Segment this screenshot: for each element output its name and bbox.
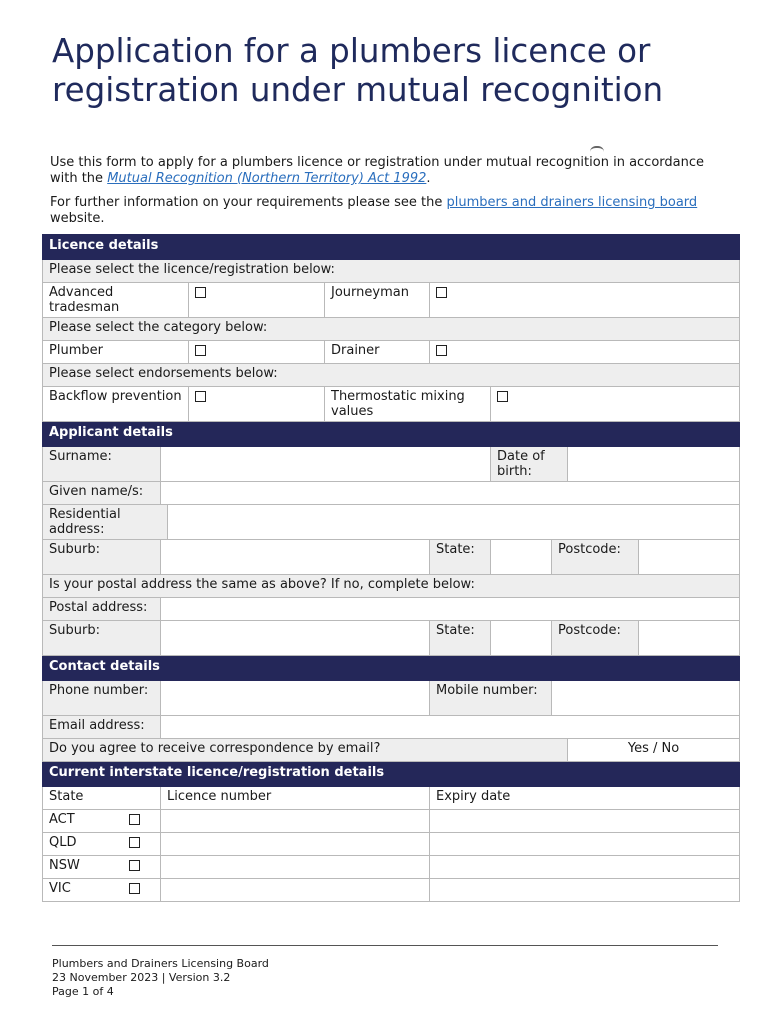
postal-state-field[interactable]	[491, 621, 552, 656]
drainer-checkbox[interactable]	[436, 345, 447, 356]
act-licence-number-field[interactable]	[161, 810, 430, 833]
postal-address-field[interactable]	[161, 598, 740, 621]
email-label: Email address:	[43, 716, 161, 739]
endorsement-instruction: Please select endorsements below:	[43, 364, 740, 387]
section-header-applicant: Applicant details	[43, 422, 740, 447]
advanced-tradesman-cell	[189, 283, 325, 318]
postal-question: Is your postal address the same as above? If no, complete below:	[43, 575, 740, 598]
footer-date-version: 23 November 2023 | Version 3.2	[52, 971, 231, 984]
postcode-field[interactable]	[639, 540, 740, 575]
licence-instruction: Please select the licence/registration below:	[43, 260, 740, 283]
section-header-licence: Licence details	[43, 235, 740, 260]
given-names-label: Given name/s:	[43, 482, 161, 505]
phone-field[interactable]	[161, 681, 430, 716]
thermostatic-checkbox[interactable]	[497, 391, 508, 402]
state-cell-vic	[43, 879, 161, 902]
plumber-checkbox[interactable]	[195, 345, 206, 356]
intro-text-end: .	[426, 171, 431, 186]
section-header-contact: Contact details	[43, 656, 740, 681]
footer	[52, 957, 269, 999]
drainer-cell	[430, 341, 740, 364]
journeyman-cell	[430, 283, 740, 318]
footer-org: Plumbers and Drainers Licensing Board	[52, 957, 269, 970]
advanced-tradesman-checkbox[interactable]	[195, 287, 206, 298]
suburb-label: Suburb:	[43, 540, 161, 575]
section-header-interstate: Current interstate licence/registration details	[43, 762, 740, 787]
vic-expiry-date-field[interactable]	[430, 879, 740, 902]
dob-field[interactable]	[568, 447, 740, 482]
thermostatic-cell	[491, 387, 740, 422]
col-header-licence-number: Licence number	[161, 787, 430, 810]
residential-address-field[interactable]	[168, 505, 740, 540]
page-title: Application for a plumbers licence or registration under mutual recognition	[52, 32, 664, 109]
board-website-link[interactable]: plumbers and drainers licensing board	[446, 195, 698, 210]
mobile-label: Mobile number:	[430, 681, 552, 716]
email-consent-question: Do you agree to receive correspondence by email?	[43, 739, 568, 762]
postal-state-label: State:	[430, 621, 491, 656]
postal-suburb-field[interactable]	[161, 621, 430, 656]
qld-licence-number-field[interactable]	[161, 833, 430, 856]
footer-divider	[52, 945, 718, 946]
nsw-licence-number-field[interactable]	[161, 856, 430, 879]
table-row	[43, 856, 740, 879]
footer-page-number: Page 1 of 4	[52, 985, 114, 998]
act-link[interactable]: Mutual Recognition (Northern Territory) Act 1992	[107, 171, 427, 186]
option-label-backflow: Backflow prevention	[43, 387, 189, 422]
state-name: NSW	[49, 858, 80, 873]
option-label-drainer: Drainer	[325, 341, 430, 364]
info-text-end: website.	[50, 211, 105, 226]
postal-address-label: Postal address:	[43, 598, 161, 621]
state-field[interactable]	[491, 540, 552, 575]
journeyman-checkbox[interactable]	[436, 287, 447, 298]
col-header-expiry-date: Expiry date	[430, 787, 740, 810]
given-names-field[interactable]	[161, 482, 740, 505]
residential-address-label: Residential address:	[43, 505, 168, 540]
decorative-mark	[590, 146, 604, 152]
state-name: VIC	[49, 881, 71, 896]
option-label-advanced-tradesman: Advanced tradesman	[43, 283, 189, 318]
qld-expiry-date-field[interactable]	[430, 833, 740, 856]
nsw-checkbox[interactable]	[129, 860, 140, 871]
act-checkbox[interactable]	[129, 814, 140, 825]
option-label-plumber: Plumber	[43, 341, 189, 364]
info-paragraph	[50, 195, 730, 227]
plumber-cell	[189, 341, 325, 364]
table-row	[43, 879, 740, 902]
postal-postcode-field[interactable]	[639, 621, 740, 656]
suburb-field[interactable]	[161, 540, 430, 575]
nsw-expiry-date-field[interactable]	[430, 856, 740, 879]
postcode-label: Postcode:	[552, 540, 639, 575]
postal-suburb-label: Suburb:	[43, 621, 161, 656]
qld-checkbox[interactable]	[129, 837, 140, 848]
surname-field[interactable]	[161, 447, 491, 482]
intro-paragraph	[50, 155, 730, 187]
category-instruction: Please select the category below:	[43, 318, 740, 341]
backflow-checkbox[interactable]	[195, 391, 206, 402]
info-text: For further information on your requirements please see the	[50, 195, 447, 210]
backflow-cell	[189, 387, 325, 422]
state-name: QLD	[49, 835, 77, 850]
postal-postcode-label: Postcode:	[552, 621, 639, 656]
surname-label: Surname:	[43, 447, 161, 482]
option-label-thermostatic: Thermostatic mixing values	[325, 387, 491, 422]
state-cell-qld	[43, 833, 161, 856]
intro-text: Use this form to apply for a plumbers licence or registration under mutual recognition in accordance with the	[50, 155, 704, 186]
state-cell-nsw	[43, 856, 161, 879]
email-consent-yes-no[interactable]: Yes / No	[568, 739, 740, 762]
dob-label: Date of birth:	[491, 447, 568, 482]
state-name: ACT	[49, 812, 75, 827]
state-cell-act	[43, 810, 161, 833]
act-expiry-date-field[interactable]	[430, 810, 740, 833]
application-form-table	[42, 234, 740, 902]
phone-label: Phone number:	[43, 681, 161, 716]
vic-licence-number-field[interactable]	[161, 879, 430, 902]
vic-checkbox[interactable]	[129, 883, 140, 894]
email-field[interactable]	[161, 716, 740, 739]
state-label: State:	[430, 540, 491, 575]
option-label-journeyman: Journeyman	[325, 283, 430, 318]
col-header-state: State	[43, 787, 161, 810]
mobile-field[interactable]	[552, 681, 740, 716]
table-row	[43, 833, 740, 856]
table-row	[43, 810, 740, 833]
